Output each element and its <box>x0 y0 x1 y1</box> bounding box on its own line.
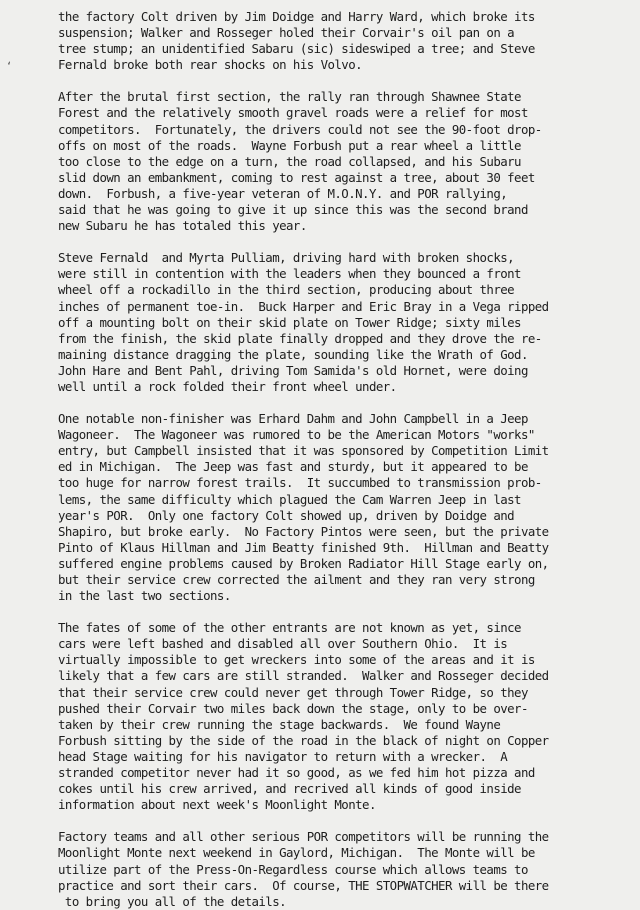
text-line: in the last two sections. <box>58 588 231 604</box>
text-line: the factory Colt driven by Jim Doidge and Harry Ward, which broke its <box>58 9 535 24</box>
paragraph <box>58 89 636 234</box>
text-line: said that he was going to give it up since this was the second brand <box>58 202 528 218</box>
text-line: Shapiro, but broke early. No Factory Pintos were seen, but the private <box>58 523 549 539</box>
text-line: but their service crew corrected the ailment and they ran very strong <box>58 572 535 587</box>
text-line: were still in contention with the leaders when they bounced a front <box>58 266 521 282</box>
paragraph <box>58 9 636 73</box>
text-line: cokes until his crew arrived, and recrived all kinds of good inside <box>58 781 521 797</box>
text-line: Moonlight Monte next weekend in Gaylord, Michigan. The Monte will be <box>58 845 535 861</box>
text-line: suspension; Walker and Rosseger holed their Corvair's oil pan on a <box>58 25 515 41</box>
text-line: competitors. Fortunately, the drivers could not see the 90-foot drop- <box>58 121 542 137</box>
text-line: entry, but Campbell insisted that it was sponsored by Competition Limit <box>58 443 549 459</box>
text-line: Pinto of Klaus Hillman and Jim Beatty finished 9th. Hillman and Beatty <box>58 539 549 555</box>
margin-mark: ʻ <box>6 61 13 72</box>
paragraph <box>58 250 636 395</box>
text-line: well until a rock folded their front wheel under. <box>58 378 397 394</box>
text-line: One notable non-finisher was Erhard Dahm and John Campbell in a Jeep <box>58 411 528 427</box>
text-line: Factory teams and all other serious POR competitors will be running the <box>58 829 549 845</box>
text-line: utilize part of the Press-On-Regardless course which allows teams to <box>58 861 528 877</box>
text-line: too huge for narrow forest trails. It succumbed to transmission prob- <box>58 475 542 491</box>
text-line: from the finish, the skid plate finally dropped and they drove the re- <box>58 330 542 346</box>
paragraph <box>58 620 636 813</box>
text-line: tree stump; an unidentified Sabaru (sic) sideswiped a tree; and Steve <box>58 41 535 57</box>
text-line: inches of permanent toe-in. Buck Harper and Eric Bray in a Vega ripped <box>58 298 549 314</box>
text-line: pushed their Corvair two miles back down the stage, only to be over- <box>58 700 528 716</box>
text-line: Wagoneer. The Wagoneer was rumored to be the American Motors "works" <box>58 427 535 443</box>
article-body <box>58 9 636 910</box>
text-line: taken by their crew running the stage backwards. We found Wayne <box>58 716 501 732</box>
text-line: offs on most of the roads. Wayne Forbush put a rear wheel a little <box>58 137 521 153</box>
text-line: wheel off a rockadillo in the third section, producing about three <box>58 282 515 298</box>
text-line: John Hare and Bent Pahl, driving Tom Samida's old Hornet, were doing <box>58 362 528 378</box>
text-line: off a mounting bolt on their skid plate on Tower Ridge; sixty miles <box>58 314 521 330</box>
paragraph <box>58 829 636 909</box>
text-line: stranded competitor never had it so good, as we fed him hot pizza and <box>58 765 535 781</box>
text-line: likely that a few cars are still stranded. Walker and Rosseger decided <box>58 668 549 684</box>
text-line: practice and sort their cars. Of course, THE STOPWATCHER will be there <box>58 877 549 893</box>
text-line: that their service crew could never get through Tower Ridge, so they <box>58 684 528 700</box>
text-line: Forbush sitting by the side of the road in the black of night on Copper <box>58 732 549 748</box>
text-line: year's POR. Only one factory Colt showed up, driven by Doidge and <box>58 507 515 523</box>
paragraph <box>58 411 636 604</box>
text-line: virtually impossible to get wreckers into some of the areas and it is <box>58 652 535 668</box>
text-line: After the brutal first section, the rally ran through Shawnee State <box>58 89 521 105</box>
text-line: cars were left bashed and disabled all over Southern Ohio. It is <box>58 636 508 652</box>
text-line: too close to the edge on a turn, the road collapsed, and his Subaru <box>58 153 521 169</box>
text-line: down. Forbush, a five-year veteran of M.O.N.Y. and POR rallying, <box>58 185 508 201</box>
text-line: Steve Fernald and Myrta Pulliam, driving hard with broken shocks, <box>58 250 515 266</box>
text-line: suffered engine problems caused by Broken Radiator Hill Stage early on, <box>58 555 549 571</box>
text-line: new Subaru he has totaled this year. <box>58 218 307 234</box>
text-line: to bring you all of the details. <box>58 893 287 909</box>
text-line: ed in Michigan. The Jeep was fast and sturdy, but it appeared to be <box>58 459 528 475</box>
text-line: lems, the same difficulty which plagued the Cam Warren Jeep in last <box>58 491 521 507</box>
text-line: The fates of some of the other entrants are not known as yet, since <box>58 620 521 636</box>
text-line: Forest and the relatively smooth gravel roads were a relief for most <box>58 105 528 121</box>
text-line: head Stage waiting for his navigator to return with a wrecker. A <box>58 748 508 764</box>
text-line: information about next week's Moonlight Monte. <box>58 797 376 813</box>
text-line: slid down an embankment, coming to rest against a tree, about 30 feet <box>58 169 535 185</box>
text-line: maining distance dragging the plate, sounding like the Wrath of God. <box>58 346 528 362</box>
text-line: Fernald broke both rear shocks on his Volvo. <box>58 57 363 73</box>
